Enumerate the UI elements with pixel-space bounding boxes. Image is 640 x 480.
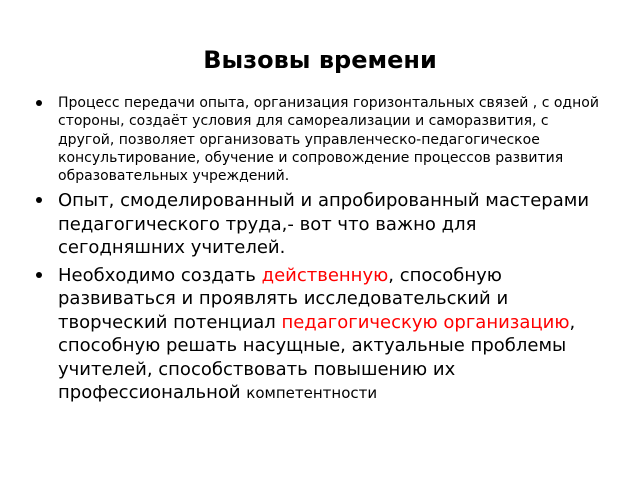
bullet-text: Опыт, смоделированный и апробированный мастерами педагогического труда,- вот что важно для сегодняшних учителей. [58, 190, 590, 259]
slide-title: Вызовы времени [203, 46, 437, 74]
bullet-dot-icon [36, 272, 42, 278]
bullet-text: Процесс передачи опыта, организация горизонтальных связей , с одной стороны, создаёт условия для самореализации и саморазвития, с другой, позволяет организовать управленческо-педагогическое консультирование, обучение и сопровождение процессов развития образовательных учреждений. [58, 95, 599, 185]
bullet-text-part: компетентности [246, 384, 378, 403]
bullet-item [33, 189, 608, 260]
bullet-dot-icon [36, 197, 42, 203]
highlighted-text: действенную [261, 264, 389, 286]
bullet-list [33, 94, 608, 410]
highlighted-text: педагогическую организацию [281, 311, 570, 333]
bullet-text-part: , способную развиваться и проявлять исследовательский и творческий потенциал [58, 264, 509, 333]
bullet-text-part: , способную решать насущные, актуальные проблемы учителей, способствовать повышению их профессиональной [58, 311, 576, 404]
bullet-item [33, 94, 608, 185]
bullet-dot-icon [36, 100, 42, 106]
bullet-item [33, 264, 608, 406]
bullet-text-part: Необходимо создать [58, 264, 262, 286]
